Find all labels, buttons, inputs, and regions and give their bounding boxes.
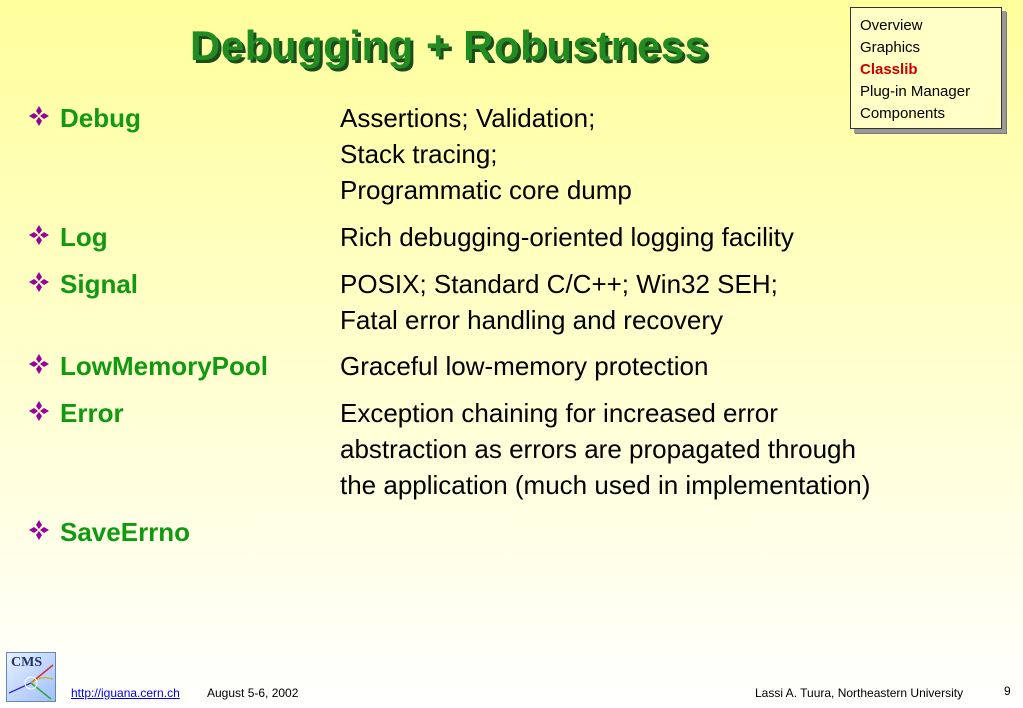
description-line: Programmatic core dump — [340, 175, 632, 205]
nav-item-graphics[interactable]: Graphics — [860, 39, 921, 56]
bullet-term: Debug — [60, 103, 141, 133]
description-line: the application (much used in implementation) — [340, 470, 871, 500]
logo-text: CMS — [11, 655, 43, 670]
description-line: Stack tracing; — [340, 139, 498, 169]
bullet-term: Log — [60, 222, 108, 252]
description-line: Graceful low-memory protection — [340, 351, 709, 381]
bullet-description — [340, 219, 794, 255]
bullet-term: LowMemoryPool — [60, 351, 269, 381]
bullet-description — [340, 266, 778, 338]
description-line: Exception chaining for increased error — [340, 398, 778, 428]
nav-item-overview[interactable]: Overview — [860, 17, 923, 34]
description-line: POSIX; Standard C/C++; Win32 SEH; — [340, 269, 778, 299]
section-nav — [850, 7, 1002, 129]
description-line: Fatal error handling and recovery — [340, 305, 723, 335]
four-diamond-bullet-icon — [28, 519, 50, 541]
four-diamond-bullet-icon — [28, 224, 50, 246]
cms-logo-icon — [6, 652, 56, 702]
footer-website-link[interactable]: http://iguana.cern.ch — [71, 686, 180, 700]
four-diamond-bullet-icon — [28, 105, 50, 127]
description-line: Assertions; Validation; — [340, 103, 596, 133]
footer-author: Lassi A. Tuura, Northeastern University — [755, 686, 964, 700]
particle-tracks-graphic — [7, 653, 55, 701]
four-diamond-bullet-icon — [28, 400, 50, 422]
page-number: 9 — [1004, 684, 1011, 698]
bullet-term: Error — [60, 398, 124, 428]
footer-date: August 5-6, 2002 — [207, 686, 299, 700]
nav-item-plugin-manager[interactable]: Plug-in Manager — [860, 83, 971, 100]
bullet-term: Signal — [60, 269, 139, 299]
description-line: abstraction as errors are propagated through — [340, 434, 856, 464]
four-diamond-bullet-icon — [28, 271, 50, 293]
nav-item-classlib[interactable]: Classlib — [860, 61, 918, 78]
bullet-description — [340, 348, 708, 384]
nav-item-components[interactable]: Components — [860, 105, 946, 122]
bullet-term: SaveErrno — [60, 517, 191, 547]
bullet-description — [340, 100, 632, 208]
bullet-description — [340, 395, 870, 503]
slide-title: Debugging + Robustness — [190, 22, 709, 69]
four-diamond-bullet-icon — [28, 353, 50, 375]
description-line: Rich debugging-oriented logging facility — [340, 222, 794, 252]
